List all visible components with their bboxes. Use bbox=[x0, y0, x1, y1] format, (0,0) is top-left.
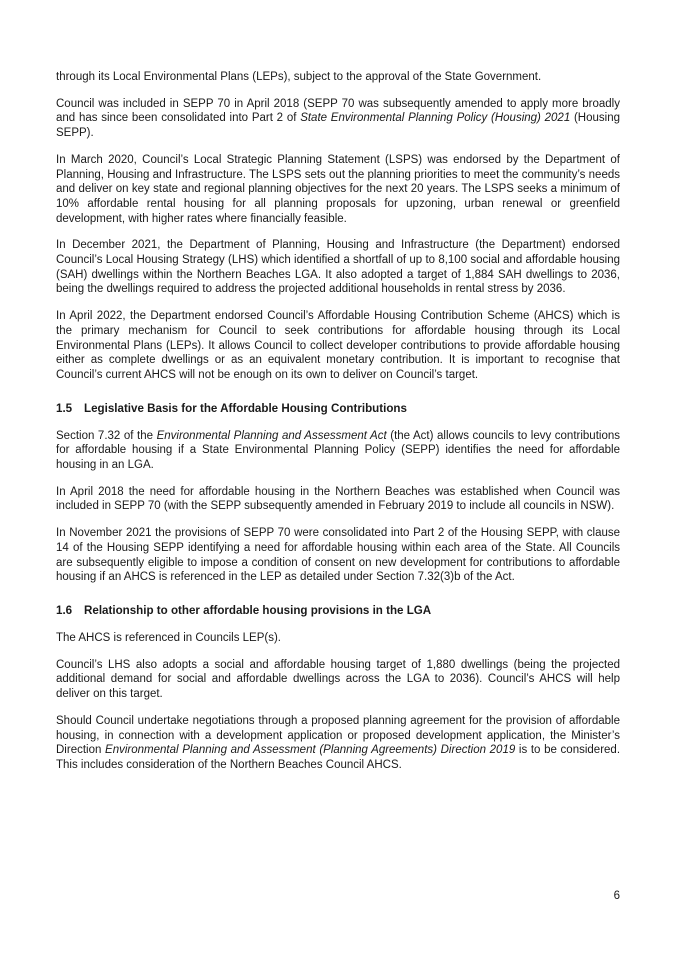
text-run: In April 2022, the Department endorsed Council’s Affordable Housing Contribution Scheme (AHCS) which is the primary mechanism for Council to seek contributions for affordable housing through its Local Environmental Plans (LEPs). It allows Council to collect developer contributions to provide affordable housing either as complete dwellings or as an equivalent monetary contribution. It is important to recognise that Council’s current AHCS will not be enough on its own to deliver on Council’s target. bbox=[56, 310, 620, 381]
text-run: through its Local Environmental Plans (LEPs), subject to the approval of the State Government. bbox=[56, 71, 542, 83]
text-run: Should Council undertake negotiations through a proposed planning agreement for the provision of affordable housing, in connection with a development application or proposed development application, the Minister’s Direction bbox=[56, 714, 620, 757]
text-run: Section 7.32 of the bbox=[56, 429, 157, 442]
page-body bbox=[56, 70, 620, 785]
text-run: In December 2021, the Department of Planning, Housing and Infrastructure (the Department) endorsed Council’s Local Housing Strategy (LHS) which identified a shortfall of up to 8,100 social and affordable housing (SAH) dwellings within the Northern Beaches LGA. It also adopted a target of 1,884 SAH dwellings to 2036, being the dwellings required to address the projected additional households in rental stress by 2036. bbox=[56, 239, 620, 296]
text-run: In March 2020, Council’s Local Strategic Planning Statement (LSPS) was endorsed by the Department of Planning, Housing and Infrastructure. The LSPS sets out the planning priorities to meet the community’s needs and deliver on key state and regional planning objectives for the next 20 years. The LSPS seeks a minimum of 10% affordable rental housing for all planning proposals for upzoning, urban renewal or greenfield development, with higher rates where financially feasible. bbox=[56, 153, 620, 225]
text-run: Council was included in SEPP 70 in April 2018 (SEPP 70 was subsequently amended to apply more broadly and has since been consolidated into Part 2 of bbox=[56, 97, 620, 125]
paragraph-april-2018-need bbox=[56, 485, 620, 514]
paragraph-lhs-target bbox=[56, 658, 620, 702]
text-run: Council’s LHS also adopts a social and affordable housing target of 1,880 dwellings (being the projected additional demand for social and affordable dwellings across the LGA to 2036). Council’s AHCS will help deliver on this target. bbox=[56, 658, 620, 701]
text-run: (Housing SEPP). bbox=[56, 112, 620, 140]
paragraph-ahcs-lep-reference bbox=[56, 631, 620, 646]
paragraph-sepp70-inclusion bbox=[56, 97, 620, 141]
text-run: In November 2021 the provisions of SEPP 70 were consolidated into Part 2 of the Housing SEPP, with clause 14 of the Housing SEPP identifying a need for affordable housing within each area of the State. All Councils are subsequently eligible to impose a condition of consent on new development for contributions to affordable housing if an AHCS is referenced in the LEP as detailed under Section 7.32(3)b of the Act. bbox=[56, 527, 620, 584]
section-heading-1-5 bbox=[56, 401, 620, 416]
paragraph-continuation bbox=[56, 70, 620, 85]
section-number: 1.5 bbox=[56, 401, 73, 415]
text-run: In April 2018 the need for affordable housing in the Northern Beaches was established when Council was included in SEPP 70 (with the SEPP subsequently amended in February 2019 to include all councils in NSW). bbox=[56, 485, 620, 513]
text-run: is to be considered. This includes consideration of the Northern Beaches Council AHCS. bbox=[56, 744, 621, 771]
page-number: 6 bbox=[613, 890, 620, 902]
text-run-italic: Environmental Planning and Assessment (Planning Agreements) Direction 2019 bbox=[105, 744, 516, 757]
paragraph-section732 bbox=[56, 429, 620, 473]
text-run: The AHCS is referenced in Councils LEP(s). bbox=[56, 631, 281, 644]
paragraph-lsps-2020 bbox=[56, 153, 620, 227]
section-title: Relationship to other affordable housing provisions in the LGA bbox=[84, 603, 432, 617]
paragraph-lhs-2021 bbox=[56, 238, 620, 297]
section-heading-1-6 bbox=[56, 603, 620, 618]
text-run: (the Act) allows councils to levy contributions for affordable housing if a State Environmental Planning Policy (SEPP) identifies the need for affordable housing in an LGA. bbox=[56, 429, 620, 472]
paragraph-ahcs-2022 bbox=[56, 309, 620, 383]
text-run-italic: Environmental Planning and Assessment Act bbox=[156, 429, 387, 442]
paragraph-planning-agreements bbox=[56, 714, 620, 773]
text-run-italic: State Environmental Planning Policy (Housing) 2021 bbox=[300, 112, 571, 125]
section-number: 1.6 bbox=[56, 603, 73, 617]
section-title: Legislative Basis for the Affordable Housing Contributions bbox=[84, 401, 407, 415]
paragraph-november-2021-consolidation bbox=[56, 526, 620, 585]
